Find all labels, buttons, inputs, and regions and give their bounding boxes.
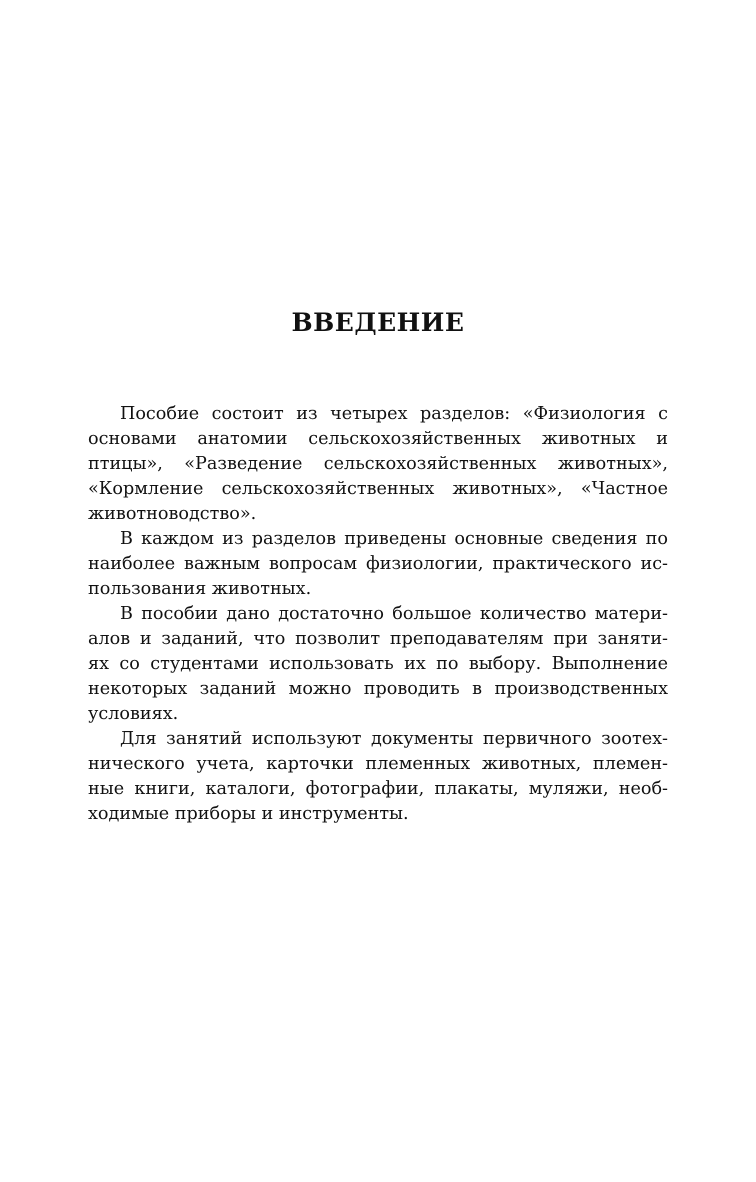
text-line: алов и заданий, что позволит преподавателям при заняти- bbox=[88, 629, 668, 649]
text-line: нического учета, карточки племенных животных, племен- bbox=[88, 754, 668, 774]
text-line: В пособии дано достаточно большое количество матери- bbox=[120, 604, 668, 624]
text-line: птицы», «Разведение сельскохозяйственных животных», bbox=[88, 454, 668, 474]
text-line: ные книги, каталоги, фотографии, плакаты, муляжи, необ- bbox=[88, 779, 668, 799]
body-text bbox=[88, 402, 668, 827]
text-line: Для занятий используют документы первичного зоотех- bbox=[120, 729, 668, 749]
chapter-heading: ВВЕДЕНИЕ bbox=[291, 308, 465, 337]
text-line: пользования животных. bbox=[88, 579, 312, 599]
text-line: некоторых заданий можно проводить в производственных bbox=[88, 679, 668, 699]
text-line: «Кормление сельскохозяйственных животных», «Частное bbox=[88, 479, 668, 499]
text-line: животноводство». bbox=[88, 504, 257, 524]
text-line: Пособие состоит из четырех разделов: «Физиология с bbox=[120, 404, 668, 424]
text-line: условиях. bbox=[88, 704, 179, 724]
text-line: ях со студентами использовать их по выбору. Выполнение bbox=[88, 654, 668, 674]
text-line: В каждом из разделов приведены основные сведения по bbox=[120, 529, 668, 549]
text-line: основами анатомии сельскохозяйственных животных и bbox=[88, 429, 668, 449]
text-line: ходимые приборы и инструменты. bbox=[88, 804, 409, 824]
text-line: наиболее важным вопросам физиологии, практического ис- bbox=[88, 554, 668, 574]
